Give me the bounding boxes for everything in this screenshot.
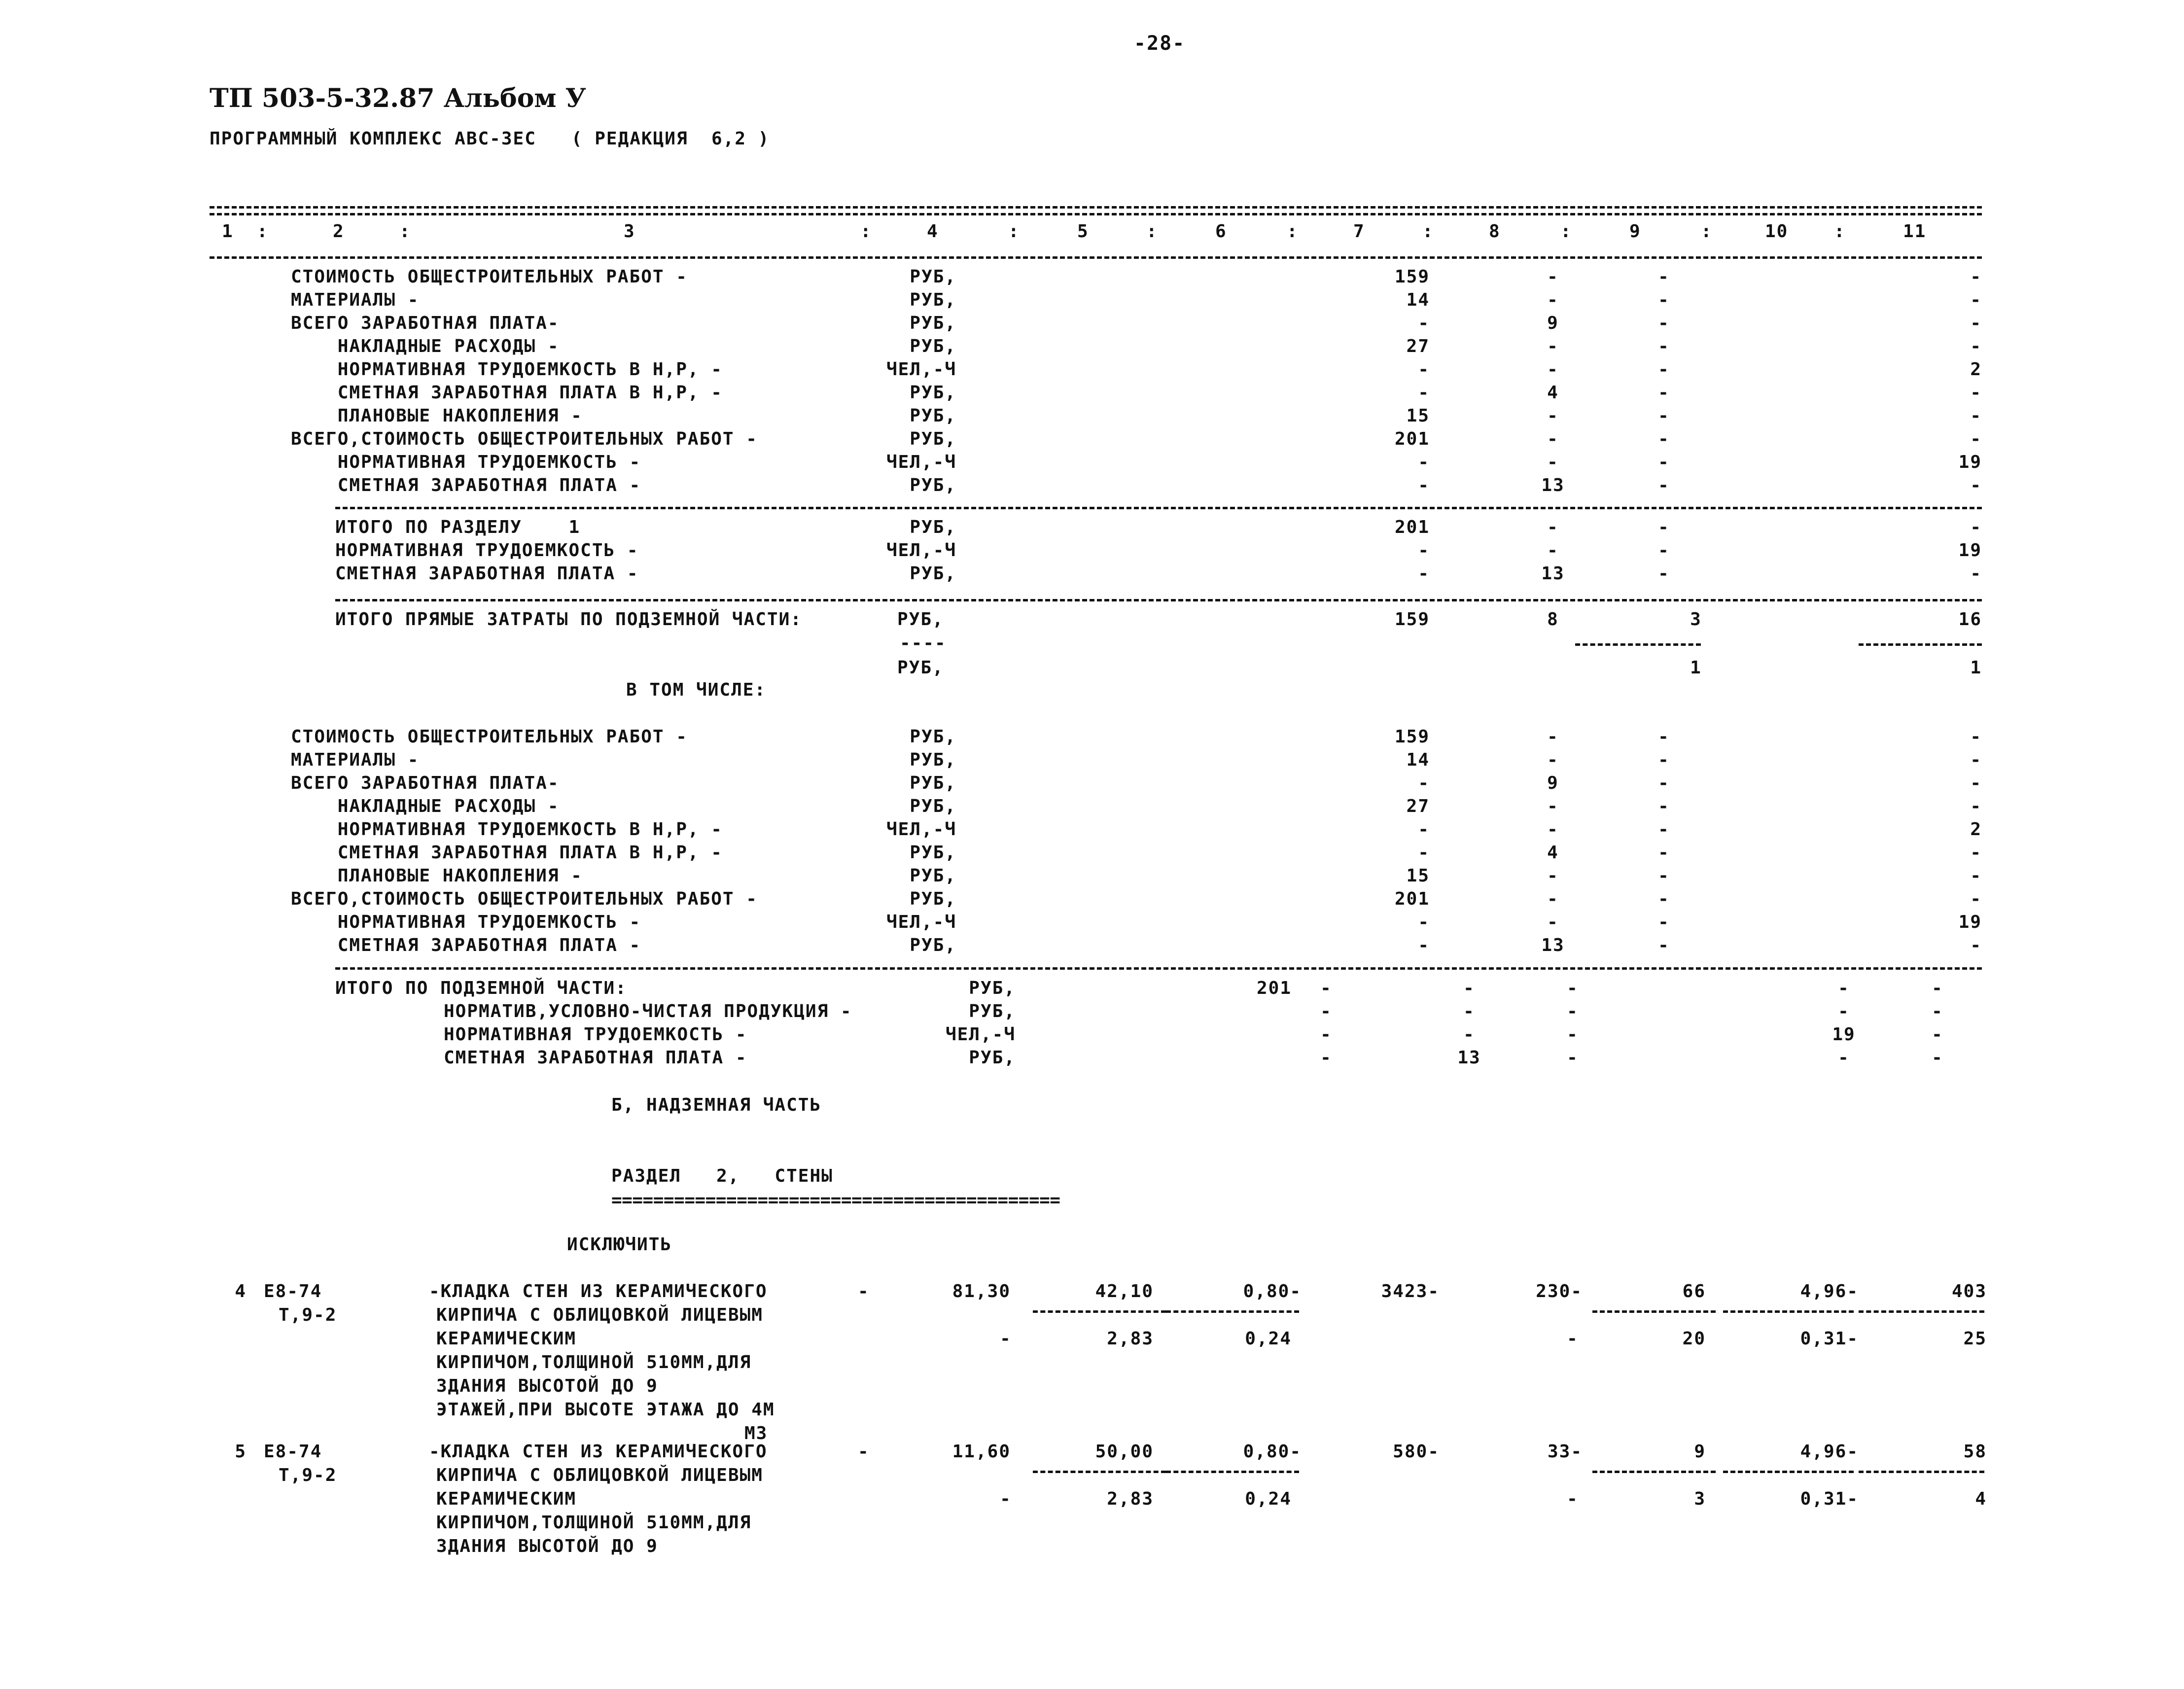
razdel-col8: - [1547,540,1559,561]
row-col11: - [1970,866,1982,886]
row-col11: - [1970,429,1982,449]
row-col7: 14 [1406,290,1430,310]
colsep: : [1560,221,1572,242]
item-description-line: КИРПИЧОМ,ТОЛЩИНОЙ 510ММ,ДЛЯ [436,1513,752,1533]
razdel-2-underline: =========================================== [611,1190,1060,1210]
row-col8: - [1547,866,1559,886]
row-unit: РУБ, [910,773,956,793]
item-description-line: КЕРАМИЧЕСКИМ [436,1489,577,1509]
row-col8: - [1547,359,1559,380]
row-col9: - [1658,313,1670,333]
item-description-line: ЗДАНИЯ ВЫСОТОЙ ДО 9 [436,1376,658,1396]
row-col11: - [1970,889,1982,909]
row-col7: - [1418,819,1430,840]
item-dash-4: - [1000,1329,1012,1349]
col-header-4: 4 [927,221,939,242]
item-description-line: КИРПИЧОМ,ТОЛЩИНОЙ 510ММ,ДЛЯ [436,1352,752,1372]
colsep: : [1422,221,1434,242]
item-number: 4 [235,1281,247,1302]
row-col8: - [1547,889,1559,909]
row-col8: - [1547,796,1559,816]
col-header-11: 11 [1903,221,1927,242]
row-col7: 201 [1394,429,1430,449]
row-col11: - [1970,750,1982,770]
row-unit: ЧЕЛ,-Ч [886,359,956,380]
podzem-unit: РУБ, [969,1001,1016,1021]
pryamye-dashes: ---- [900,633,947,653]
item-description-line: -КЛАДКА СТЕН ИЗ КЕРАМИЧЕСКОГО [429,1442,768,1462]
row-col7: 159 [1394,727,1430,747]
item-col10: 4,96- [1800,1442,1859,1462]
row-col7: 27 [1406,796,1430,816]
row-unit: РУБ, [910,866,956,886]
item-col9: 66 [1682,1281,1706,1302]
podzem-unit: РУБ, [969,1048,1016,1068]
row-col8: - [1547,452,1559,472]
pryamye-c11b: 1 [1970,658,1982,678]
row-col9: - [1658,843,1670,863]
item-sub-rule [1723,1471,1854,1473]
row-unit: РУБ, [910,290,956,310]
pryamye-unit-2: РУБ, [897,658,944,678]
item-description-line: КИРПИЧА С ОБЛИЦОВКОЙ ЛИЦЕВЫМ [436,1465,763,1485]
row-col9: - [1658,819,1670,840]
row-col7: 201 [1394,889,1430,909]
row-col7: - [1418,383,1430,403]
razdel-col11: - [1970,517,1982,537]
podzem-unit: РУБ, [969,978,1016,998]
colsep: : [1834,221,1846,242]
item-col11: 403 [1951,1281,1987,1302]
item-sub-rule [1859,1471,1984,1473]
podzem-col-b: - [1320,1024,1332,1045]
row-unit: ЧЕЛ,-Ч [886,452,956,472]
row-col9: - [1658,452,1670,472]
podzem-col-f: - [1932,1001,1943,1021]
pryamye-sub-rule-9 [1575,643,1701,646]
row-label: НАКЛАДНЫЕ РАСХОДЫ - [291,796,560,816]
podzem-label: НОРМАТИВНАЯ ТРУДОЕМКОСТЬ - [444,1024,747,1045]
item-col4: 11,60 [952,1442,1011,1462]
row-col9: - [1658,773,1670,793]
row-label: СМЕТНАЯ ЗАРАБОТНАЯ ПЛАТА В Н,Р, - [291,843,723,863]
row-col9: - [1658,383,1670,403]
row-col9: - [1658,475,1670,495]
pryamye-sub-rule-11 [1859,643,1982,646]
item-sub-rule [1592,1471,1716,1473]
row-col11: - [1970,935,1982,955]
item-col8b: - [1567,1329,1579,1349]
software-line: ПРОГРАММНЫЙ КОМПЛЕКС АВС-3ЕС ( РЕДАКЦИЯ 6,2 ) [210,129,770,149]
row-label: ПЛАНОВЫЕ НАКОПЛЕНИЯ - [291,406,583,426]
row-col9: - [1658,912,1670,932]
item-col10: 4,96- [1800,1281,1859,1302]
row-label: ВСЕГО,СТОИМОСТЬ ОБЩЕСТРОИТЕЛЬНЫХ РАБОТ - [291,429,758,449]
item-code: Е8-74 [264,1281,322,1302]
podzem-col-e: - [1838,1048,1850,1068]
item-description-line: КЕРАМИЧЕСКИМ [436,1329,577,1349]
row-col8: 4 [1547,383,1559,403]
item-dash: - [858,1442,870,1462]
pryamye-rule [335,599,1982,601]
podzem-col-d: - [1567,1024,1579,1045]
row-col7: - [1418,475,1430,495]
row-unit: РУБ, [910,383,956,403]
row-col8: - [1547,336,1559,356]
row-label: НОРМАТИВНАЯ ТРУДОЕМКОСТЬ В Н,Р, - [291,359,723,380]
row-label: ВСЕГО ЗАРАБОТНАЯ ПЛАТА- [291,773,560,793]
item-col8: 33- [1547,1442,1583,1462]
razdel-label: СМЕТНАЯ ЗАРАБОТНАЯ ПЛАТА - [335,563,639,584]
razdel-col11: - [1970,563,1982,584]
row-col9: - [1658,267,1670,287]
row-label: СМЕТНАЯ ЗАРАБОТНАЯ ПЛАТА В Н,Р, - [291,383,723,403]
row-col9: - [1658,727,1670,747]
row-label: НАКЛАДНЫЕ РАСХОДЫ - [291,336,560,356]
razdel-col9: - [1658,540,1670,561]
row-col11: - [1970,313,1982,333]
colsep: : [399,221,411,242]
colsep: : [1701,221,1713,242]
item-col5: 42,10 [1095,1281,1154,1302]
row-label: НОРМАТИВНАЯ ТРУДОЕМКОСТЬ - [291,912,641,932]
item-sub-rule [1166,1310,1299,1313]
item-col11b: 4 [1975,1489,1987,1509]
row-col9: - [1658,429,1670,449]
row-unit: РУБ, [910,313,956,333]
podzem-label: ИТОГО ПО ПОДЗЕМНОЙ ЧАСТИ: [335,978,627,998]
pryamye-c9b: 1 [1690,658,1702,678]
colsep: : [860,221,872,242]
item-description-line: M3 [744,1423,768,1443]
item-col6b: 0,24 [1245,1329,1292,1349]
row-col8: 9 [1547,773,1559,793]
row-col8: 13 [1541,935,1565,955]
row-col9: - [1658,796,1670,816]
row-col7: - [1418,935,1430,955]
row-col7: 15 [1406,406,1430,426]
razdel-2-title: РАЗДЕЛ 2, СТЕНЫ [611,1166,833,1186]
row-label: НОРМАТИВНАЯ ТРУДОЕМКОСТЬ В Н,Р, - [291,819,723,840]
row-label: ВСЕГО ЗАРАБОТНАЯ ПЛАТА- [291,313,560,333]
col-header-10: 10 [1765,221,1789,242]
row-col11: - [1970,796,1982,816]
row-unit: РУБ, [910,475,956,495]
item-code-2: Т,9-2 [279,1305,337,1325]
podzem-col-c: - [1463,1001,1475,1021]
row-label: СТОИМОСТЬ ОБЩЕСТРОИТЕЛЬНЫХ РАБОТ - [291,267,688,287]
item-sub-rule [1033,1471,1166,1473]
item-col11b: 25 [1963,1329,1987,1349]
razdel-unit: ЧЕЛ,-Ч [886,540,956,561]
item-col4: 81,30 [952,1281,1011,1302]
item-sub-rule [1723,1310,1854,1313]
section-b-title: Б, НАДЗЕМНАЯ ЧАСТЬ [611,1095,822,1115]
item-col8b: - [1567,1489,1579,1509]
podzem-col-e: 19 [1832,1024,1856,1045]
col-header-5: 5 [1077,221,1089,242]
v-tom-chisle: В ТОМ ЧИСЛЕ: [626,680,767,700]
row-col8: - [1547,406,1559,426]
row-col7: 27 [1406,336,1430,356]
header-rule-top [210,206,1982,209]
item-description-line: ЗДАНИЯ ВЫСОТОЙ ДО 9 [436,1536,658,1556]
razdel-rule [335,507,1982,509]
row-col11: - [1970,843,1982,863]
row-col8: - [1547,912,1559,932]
row-col9: - [1658,359,1670,380]
row-col7: - [1418,313,1430,333]
row-col7: - [1418,452,1430,472]
razdel-unit: РУБ, [910,563,956,584]
item-col6: 0,80- [1243,1281,1302,1302]
podzem-unit: ЧЕЛ,-Ч [945,1024,1016,1045]
col-header-8: 8 [1489,221,1501,242]
row-col11: - [1970,383,1982,403]
pryamye-unit: РУБ, [897,609,944,630]
row-label: МАТЕРИАЛЫ - [291,750,420,770]
row-col9: - [1658,866,1670,886]
row-col11: - [1970,336,1982,356]
col-header-3: 3 [624,221,635,242]
row-col11: - [1970,267,1982,287]
item-sub-rule [1592,1310,1716,1313]
col-header-6: 6 [1215,221,1227,242]
row-col7: - [1418,912,1430,932]
item-number: 5 [235,1442,247,1462]
colsep: : [1146,221,1158,242]
colsep: 1 : [222,221,269,242]
row-unit: РУБ, [910,406,956,426]
podzem-label: СМЕТНАЯ ЗАРАБОТНАЯ ПЛАТА - [444,1048,747,1068]
item-code: Е8-74 [264,1442,322,1462]
row-col7: 159 [1394,267,1430,287]
row-unit: РУБ, [910,796,956,816]
podzem-col-f: - [1932,1048,1943,1068]
item-col5b: 2,83 [1107,1329,1154,1349]
row-col8: 9 [1547,313,1559,333]
row-col11: - [1970,475,1982,495]
row-col7: 14 [1406,750,1430,770]
row-col8: - [1547,267,1559,287]
row-label: СТОИМОСТЬ ОБЩЕСТРОИТЕЛЬНЫХ РАБОТ - [291,727,688,747]
podzem-col-f: - [1932,1024,1943,1045]
row-col11: - [1970,406,1982,426]
item-col9: 9 [1694,1442,1706,1462]
row-label: ВСЕГО,СТОИМОСТЬ ОБЩЕСТРОИТЕЛЬНЫХ РАБОТ - [291,889,758,909]
row-label: НОРМАТИВНАЯ ТРУДОЕМКОСТЬ - [291,452,641,472]
item-col7: 580- [1393,1442,1440,1462]
item-col5: 50,00 [1095,1442,1154,1462]
row-unit: ЧЕЛ,-Ч [886,912,956,932]
razdel-col9: - [1658,517,1670,537]
podzem-rule [335,967,1982,970]
row-unit: РУБ, [910,429,956,449]
item-code-2: Т,9-2 [279,1465,337,1485]
razdel-col11: 19 [1958,540,1982,561]
row-col9: - [1658,336,1670,356]
row-unit: РУБ, [910,267,956,287]
pryamye-c11: 16 [1958,609,1982,630]
page-number: -28- [1134,32,1186,55]
row-col11: 19 [1958,452,1982,472]
row-col7: - [1418,843,1430,863]
colsep: : [1287,221,1299,242]
row-col11: 19 [1958,912,1982,932]
row-unit: ЧЕЛ,-Ч [886,819,956,840]
pryamye-c8: 8 [1547,609,1559,630]
razdel-col7: - [1418,540,1430,561]
row-col9: - [1658,935,1670,955]
podzem-col-d: - [1567,1001,1579,1021]
item-description-line: -КЛАДКА СТЕН ИЗ КЕРАМИЧЕСКОГО [429,1281,768,1302]
row-unit: РУБ, [910,889,956,909]
colsep: : [1008,221,1020,242]
row-col11: - [1970,290,1982,310]
podzem-col-e: - [1838,1001,1850,1021]
row-unit: РУБ, [910,750,956,770]
item-sub-rule [1166,1471,1299,1473]
row-col9: - [1658,290,1670,310]
row-col11: - [1970,727,1982,747]
row-col7: - [1418,359,1430,380]
item-col10b: 0,31- [1800,1329,1859,1349]
col-header-2: 2 [333,221,345,242]
item-sub-rule [1859,1310,1984,1313]
row-col11: 2 [1970,819,1982,840]
header-rule-bottom [210,256,1982,259]
podzem-label: НОРМАТИВ,УСЛОВНО-ЧИСТАЯ ПРОДУКЦИЯ - [444,1001,852,1021]
item-col7: 3423- [1381,1281,1440,1302]
item-sub-rule [1033,1310,1166,1313]
row-col9: - [1658,889,1670,909]
row-label: СМЕТНАЯ ЗАРАБОТНАЯ ПЛАТА - [291,475,641,495]
razdel-unit: РУБ, [910,517,956,537]
item-description-line: ЭТАЖЕЙ,ПРИ ВЫСОТЕ ЭТАЖА ДО 4М [436,1400,775,1420]
row-unit: РУБ, [910,336,956,356]
podzem-col-d: - [1567,978,1579,998]
item-col9b: 3 [1694,1489,1706,1509]
pryamye-label: ИТОГО ПРЯМЫЕ ЗАТРАТЫ ПО ПОДЗЕМНОЙ ЧАСТИ: [335,609,802,630]
header-rule-top-2 [210,213,1982,215]
item-dash: - [858,1281,870,1302]
row-col8: - [1547,727,1559,747]
item-col10b: 0,31- [1800,1489,1859,1509]
isklyuchit-label: ИСКЛЮЧИТЬ [567,1234,672,1255]
row-col8: 4 [1547,843,1559,863]
razdel-col8: - [1547,517,1559,537]
podzem-col-c: 13 [1457,1048,1481,1068]
col-header-9: 9 [1629,221,1641,242]
razdel-col9: - [1658,563,1670,584]
col-header-7: 7 [1353,221,1365,242]
item-col8: 230- [1536,1281,1583,1302]
row-label: СМЕТНАЯ ЗАРАБОТНАЯ ПЛАТА - [291,935,641,955]
item-col9b: 20 [1682,1329,1706,1349]
razdel-col8: 13 [1541,563,1565,584]
razdel-label: ИТОГО ПО РАЗДЕЛУ 1 [335,517,581,537]
row-col8: - [1547,819,1559,840]
row-col8: - [1547,290,1559,310]
row-unit: РУБ, [910,935,956,955]
razdel-label: НОРМАТИВНАЯ ТРУДОЕМКОСТЬ - [335,540,639,561]
row-col7: 15 [1406,866,1430,886]
row-col7: - [1418,773,1430,793]
document-title: ТП 503-5-32.87 Альбом У [210,83,586,113]
item-col11: 58 [1963,1442,1987,1462]
row-col8: - [1547,429,1559,449]
podzem-col-b: - [1320,978,1332,998]
podzem-col-c: - [1463,978,1475,998]
row-col9: - [1658,406,1670,426]
podzem-col-a: 201 [1256,978,1292,998]
row-col9: - [1658,750,1670,770]
row-col8: - [1547,750,1559,770]
row-unit: РУБ, [910,727,956,747]
row-label: МАТЕРИАЛЫ - [291,290,420,310]
podzem-col-e: - [1838,978,1850,998]
row-col11: 2 [1970,359,1982,380]
podzem-col-f: - [1932,978,1943,998]
podzem-col-c: - [1463,1024,1475,1045]
row-label: ПЛАНОВЫЕ НАКОПЛЕНИЯ - [291,866,583,886]
item-col5b: 2,83 [1107,1489,1154,1509]
razdel-col7: 201 [1394,517,1430,537]
item-col6b: 0,24 [1245,1489,1292,1509]
row-unit: РУБ, [910,843,956,863]
pryamye-c9: 3 [1690,609,1702,630]
razdel-col7: - [1418,563,1430,584]
podzem-col-d: - [1567,1048,1579,1068]
pryamye-c7: 159 [1394,609,1430,630]
item-dash-4: - [1000,1489,1012,1509]
item-description-line: КИРПИЧА С ОБЛИЦОВКОЙ ЛИЦЕВЫМ [436,1305,763,1325]
podzem-col-b: - [1320,1048,1332,1068]
podzem-col-b: - [1320,1001,1332,1021]
row-col8: 13 [1541,475,1565,495]
item-col6: 0,80- [1243,1442,1302,1462]
row-col11: - [1970,773,1982,793]
